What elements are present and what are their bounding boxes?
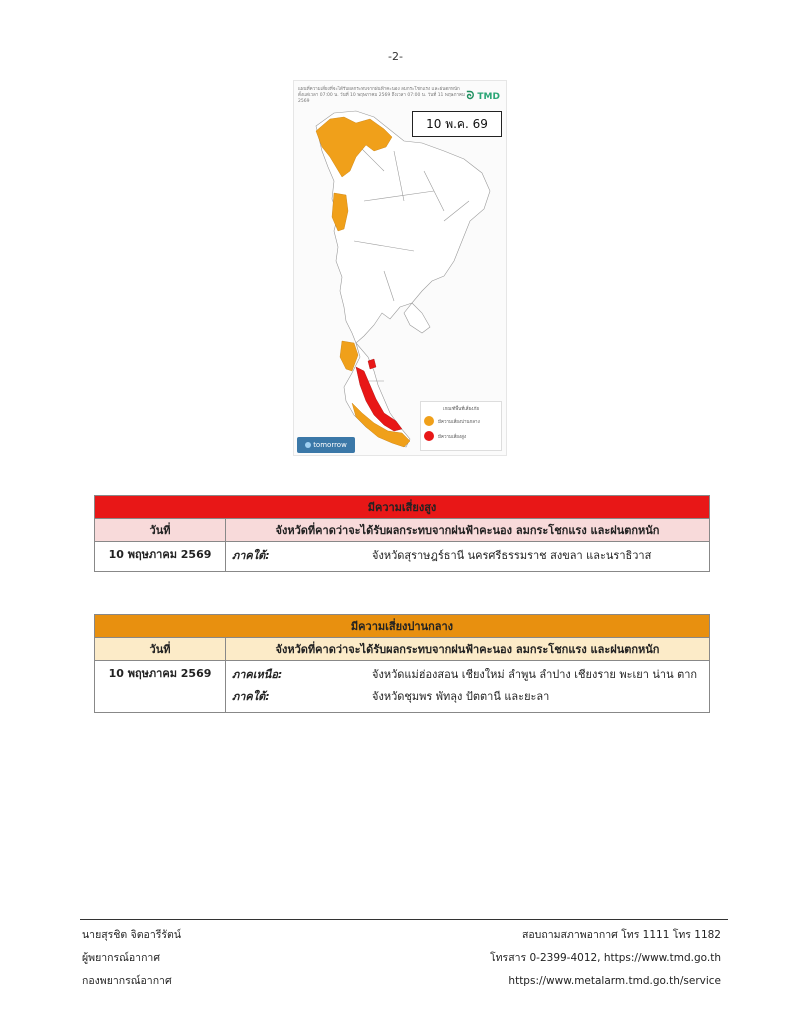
map-header-text: แผนที่ความเสี่ยงที่จะได้รับผลกระทบจากฝนฟ้าคะนอง ลมกระโชกแรง และฝนตกหนัก ตั้งแต่เวลา 07:00 น. วันที่ 10 พฤษภาคม 2569 ถึงเวลา 07:00 น. วันที่ 11 พฤษภาคม 2569	[298, 87, 465, 104]
date-cell: 10 พฤษภาคม 2569	[95, 542, 226, 572]
region-label: ภาคเหนือ:	[232, 668, 283, 681]
footer-signature	[82, 924, 181, 993]
contact-phone: สอบถามสภาพอากาศ โทร 1111 โทร 1182	[521, 929, 721, 941]
thailand-map	[294, 81, 507, 456]
high-risk-table	[94, 495, 710, 572]
contact-fax-website[interactable]: โทรสาร 0-2399-4012, https://www.tmd.go.th	[490, 952, 721, 964]
region-label: ภาคใต้:	[232, 549, 270, 562]
legend-item-high	[424, 431, 498, 441]
date-label: 10 พ.ค. 69	[412, 111, 502, 137]
tomorrow-logo-icon	[305, 442, 311, 448]
page-number: -2-	[388, 50, 403, 63]
map-legend	[420, 401, 502, 451]
tmd-logo-text: TMD	[477, 92, 500, 102]
legend-item-moderate	[424, 416, 498, 426]
tomorrow-badge-text: tomorrow	[313, 441, 347, 449]
legend-label-moderate: มีความเสี่ยงปานกลาง	[438, 419, 480, 425]
region-row	[226, 545, 709, 567]
legend-swatch-moderate	[424, 416, 434, 426]
legend-title: เกณฑ์พื้นที่เสี่ยงภัย	[443, 407, 479, 412]
risk-map	[293, 80, 507, 456]
detail-cell	[226, 661, 710, 713]
legend-swatch-high	[424, 431, 434, 441]
province-list: จังหวัดชุมพร พัทลุง ปัตตานี และยะลา	[372, 690, 550, 703]
tmd-logo: ᘐ TMD	[466, 89, 500, 102]
col-provinces-header: จังหวัดที่คาดว่าจะได้รับผลกระทบจากฝนฟ้าคะนอง ลมกระโชกแรง และฝนตกหนัก	[226, 638, 710, 661]
tomorrow-badge	[297, 437, 355, 453]
province-list: จังหวัดแม่ฮ่องสอน เชียงใหม่ ลำพูน ลำปาง เชียงราย พะเยา น่าน ตาก	[372, 668, 698, 681]
footer-contact	[490, 924, 721, 993]
detail-cell	[226, 542, 710, 572]
col-date-header: วันที่	[95, 638, 226, 661]
moderate-risk-title: มีความเสี่ยงปานกลาง	[95, 615, 710, 638]
forecaster-division: กองพยากรณ์อากาศ	[82, 975, 172, 987]
province-list: จังหวัดสุราษฎร์ธานี นครศรีธรรมราช สงขลา และนราธิวาส	[372, 549, 652, 562]
col-provinces-header: จังหวัดที่คาดว่าจะได้รับผลกระทบจากฝนฟ้าคะนอง ลมกระโชกแรง และฝนตกหนัก	[226, 519, 710, 542]
table-row	[95, 542, 710, 572]
forecaster-name: นายสุรชิต จิตอารีรัตน์	[82, 929, 182, 941]
moderate-risk-table	[94, 614, 710, 713]
high-risk-title: มีความเสี่ยงสูง	[95, 496, 710, 519]
forecaster-title: ผู้พยากรณ์อากาศ	[82, 952, 160, 964]
date-cell: 10 พฤษภาคม 2569	[95, 661, 226, 713]
table-row	[95, 661, 710, 713]
footer-divider	[80, 919, 728, 920]
contact-service-link[interactable]: https://www.metalarm.tmd.go.th/service	[508, 975, 721, 987]
region-row	[226, 686, 709, 708]
region-row	[226, 664, 709, 686]
east-coast-region	[404, 303, 430, 333]
region-label: ภาคใต้:	[232, 690, 270, 703]
legend-label-high: มีความเสี่ยงสูง	[438, 434, 467, 440]
col-date-header: วันที่	[95, 519, 226, 542]
